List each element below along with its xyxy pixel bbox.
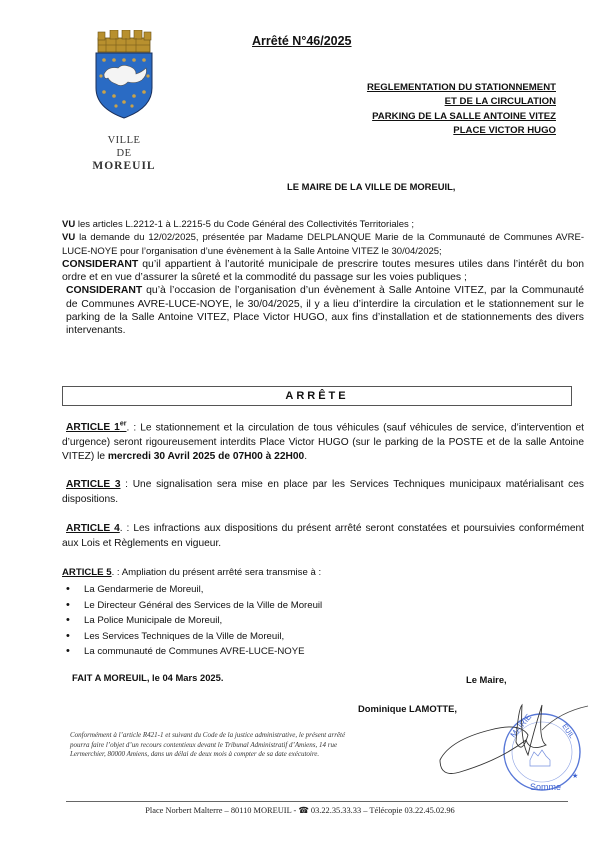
town-name bbox=[92, 134, 156, 173]
coat-of-arms-icon bbox=[92, 30, 156, 120]
subject-line: REGLEMENTATION DU STATIONNEMENT bbox=[366, 82, 556, 93]
article-text: Les infractions aux dispositions du présent arrêté seront constatées et poursuivies conformément aux Lois et Règlements en vigueur. bbox=[62, 523, 585, 549]
town-line-de: DE bbox=[116, 148, 132, 159]
issuer-heading: LE MAIRE DE LA VILLE DE MOREUIL, bbox=[287, 181, 456, 192]
svg-text:MAIRIE: MAIRIE bbox=[508, 712, 534, 740]
legal-notice: Conformément à l’article R421-1 et suivant du Code de la justice administrative, le présent arrêté pourra faire l’objet d’un recours contentieux devant le Tribunal Administratif d’Amiens, 14 rue Lermerchier, 80000 Amiens, dans un délai de deux mois à compter de sa date exécutoire. bbox=[70, 731, 346, 759]
article-sep: . : bbox=[111, 567, 122, 578]
consideration-lead: CONSIDERANT bbox=[62, 258, 139, 270]
consideration-lead: CONSIDERANT bbox=[66, 285, 143, 297]
footer-phone-fax: 03.22.35.33.33 – Télécopie 03.22.45.02.96 bbox=[308, 806, 455, 815]
consideration-lead: VU bbox=[62, 219, 76, 230]
consideration-text: qu’il appartient à l’autorité municipale de prescrire toutes mesures utiles dans l’intérêt du bon ordre et en vue d’assurer la sûreté et la commodité du passage sur les voies publiques ; bbox=[62, 258, 584, 284]
subject-line: PARKING DE LA SALLE ANTOINE VITEZ bbox=[372, 110, 556, 122]
subject-line: ET DE LA CIRCULATION bbox=[444, 96, 556, 108]
recipient-item: • La Police Municipale de Moreuil, bbox=[62, 613, 584, 629]
recipient-item: • Le Directeur Général des Services de la Ville de Moreuil bbox=[62, 598, 584, 614]
footer-divider bbox=[66, 801, 568, 802]
recipient-item: • Les Services Techniques de la Ville de Moreuil, bbox=[62, 629, 584, 645]
arrete-heading: ARRÊTE bbox=[62, 386, 572, 406]
article-label: ARTICLE 5 bbox=[62, 567, 112, 578]
article-label: ARTICLE 1er bbox=[66, 421, 127, 434]
footer-address-text: Place Norbert Malterre – 80110 MOREUIL - bbox=[145, 806, 299, 815]
town-line-moreuil: MOREUIL bbox=[92, 160, 156, 172]
article-1 bbox=[62, 418, 584, 465]
article-label: ARTICLE 3 bbox=[66, 479, 121, 490]
signatory-name: Dominique LAMOTTE, bbox=[358, 703, 457, 714]
consideration-text: la demande du 12/02/2025, présentée par Madame DELPLANQUE Marie de la Communauté de Communes AVRE-LUCE-NOYE pour l’organisation d’une évènement à la Salle Antoine VITEZ le 30/04/2025; bbox=[62, 232, 584, 257]
recipients-list bbox=[62, 582, 584, 660]
place-and-date: FAIT A MOREUIL, le 04 Mars 2025. bbox=[72, 672, 224, 683]
footer-address bbox=[0, 805, 600, 815]
signatory-title: Le Maire, bbox=[466, 674, 507, 685]
article-emphasis: mercredi 30 Avril 2025 de 07H00 à 22H00 bbox=[107, 451, 305, 463]
consideration-item bbox=[62, 231, 584, 258]
article-sep: . : bbox=[126, 422, 141, 434]
signature-and-stamp bbox=[430, 700, 590, 795]
article-sep: . : bbox=[119, 523, 134, 534]
subject-line: PLACE VICTOR HUGO bbox=[453, 124, 556, 136]
town-crest bbox=[92, 30, 156, 120]
article-end: . bbox=[304, 451, 308, 463]
consideration-text: les articles L.2212-1 à L.2215-5 du Code Général des Collectivités Territoriales ; bbox=[75, 219, 415, 230]
recipient-item: • La Gendarmerie de Moreuil, bbox=[62, 582, 584, 598]
town-line-ville: VILLE bbox=[107, 135, 141, 146]
consideration-lead: VU bbox=[62, 232, 76, 244]
consideration-item bbox=[62, 284, 584, 337]
article-5 bbox=[62, 566, 584, 660]
decree-subject bbox=[367, 81, 556, 138]
official-stamp-icon bbox=[430, 700, 590, 795]
decree-number: Arrêté N°46/2025 bbox=[252, 34, 352, 48]
article-text: Une signalisation sera mise en place par les Services Techniques municipaux matérialisant ces dispositions. bbox=[62, 479, 584, 505]
svg-text:★: ★ bbox=[572, 773, 579, 780]
recipient-item: • La communauté de Communes AVRE-LUCE-NOYE bbox=[62, 644, 584, 660]
article-label: ARTICLE 4 bbox=[66, 523, 120, 534]
consideration-item bbox=[62, 218, 584, 231]
considerations bbox=[62, 218, 584, 338]
article-3 bbox=[62, 478, 584, 507]
phone-icon: ☎ bbox=[298, 806, 309, 815]
svg-text:Somme: Somme bbox=[530, 782, 562, 792]
svg-text:EUIL: EUIL bbox=[560, 723, 576, 740]
consideration-item bbox=[62, 258, 584, 285]
article-text: Ampliation du présent arrêté sera transmise à : bbox=[121, 567, 322, 578]
article-sep: : bbox=[120, 479, 133, 490]
article-text: Le stationnement et la circulation de tous véhicules (sauf véhicules de service, d’intervention et d’urgence) seront rigoureusement interdits Place Victor HUGO (sur le parking de la POSTE et de la salle Antoine VITEZ) le bbox=[62, 422, 584, 463]
consideration-text: qu’à l’occasion de l’organisation d’un évènement à Salle Antoine VITEZ, par la Communauté de Communes AVRE-LUCE-NOYE, le 30/04/2025, il y a lieu d’interdire la circulation et le stationnement sur le parking de la Salle Antoine VITEZ, Place Victor HUGO, aux fins d’installation et de stationnements des divers intervenants. bbox=[66, 285, 584, 337]
article-4 bbox=[62, 522, 584, 551]
